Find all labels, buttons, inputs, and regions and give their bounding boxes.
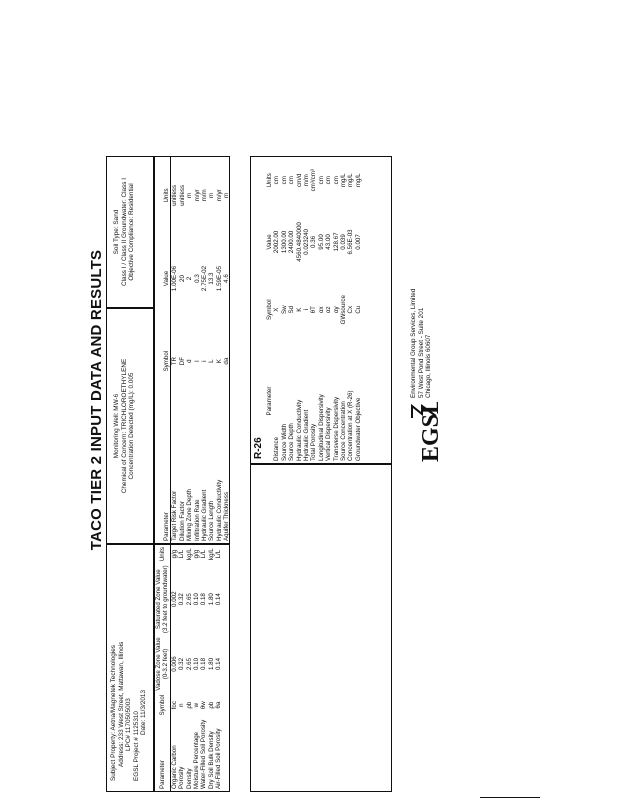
table-cell: cm³/cm³: [310, 169, 318, 192]
table-row: [223, 157, 230, 543]
svg-text:EGSL: EGSL: [418, 402, 444, 462]
table-cell: Vertical Dispersivity: [325, 407, 333, 461]
table-cell: 13.3: [208, 272, 216, 285]
table-cell: Source Depth: [288, 423, 296, 461]
table-cell: L/L: [215, 549, 223, 559]
soil-line: Soil Type: Sand: [113, 209, 120, 255]
table-cell: w: [193, 702, 201, 708]
table-row: [186, 545, 193, 791]
col-header: [155, 635, 170, 693]
table-cell: 0.007: [354, 234, 362, 250]
table-cell: Hydraulic Gradient: [201, 489, 209, 541]
table-cell: cm: [317, 176, 325, 185]
page-mark: [480, 796, 540, 798]
table-cell: Cx: [347, 305, 355, 314]
table-cell: Distance: [273, 436, 281, 461]
monitoring-line: Concentration Detected (mg/L): 0.005: [128, 372, 136, 480]
table-cell: 2.75E-02: [201, 265, 209, 292]
table-row: [273, 157, 280, 463]
table-cell: Longitudinal Dispersivity: [317, 394, 325, 461]
table-cell: 2.65: [185, 657, 193, 671]
blank-results-box: [250, 464, 392, 792]
table-row: [193, 545, 200, 791]
table-cell: 0.32: [178, 593, 186, 606]
soil-line: Objective Compliance: Residential: [128, 183, 136, 281]
soil-info-box: [106, 156, 154, 308]
table-cell: Concentration at X (R-26): [347, 390, 355, 461]
table-cell: m/yr: [193, 189, 201, 202]
company-name: Environmental Group Services, Limited: [410, 288, 417, 398]
col-header: Units: [155, 545, 170, 563]
table-cell: 1.80: [207, 593, 215, 606]
col-header: Value: [163, 234, 171, 324]
table-row: [179, 157, 186, 543]
table-row: [208, 545, 215, 791]
table-cell: 0.039: [340, 234, 348, 250]
table-cell: L/L: [178, 549, 186, 559]
site-line: LPC# 1170505003: [125, 698, 133, 751]
table-cell: 0.32: [178, 657, 186, 671]
table-cell: cm/d: [295, 173, 303, 187]
table-cell: cm: [273, 176, 281, 185]
table-cell: Dilution Factor: [178, 501, 186, 541]
table-cell: ρb: [207, 701, 215, 709]
col-header: Units: [163, 157, 171, 234]
col-header: [155, 563, 170, 635]
table-cell: 1300.00: [280, 230, 288, 254]
table-cell: 2002.00: [273, 230, 281, 254]
col-header: Symbol: [266, 299, 273, 321]
table-cell: 43.00: [325, 234, 333, 250]
table-cell: Organic Carbon: [170, 745, 178, 789]
table-cell: 6.56E-03: [347, 229, 355, 255]
report-title: TACO TIER 2 INPUT DATA AND RESULTS: [88, 249, 105, 551]
table-row: [347, 157, 354, 463]
table-cell: cm: [280, 176, 288, 185]
table-cell: unitless: [171, 184, 179, 206]
table-cell: Hydraulic Conductivity: [295, 399, 303, 461]
table-cell: Source Length: [208, 500, 216, 541]
table-cell: 1.80: [207, 657, 215, 671]
table-cell: Porosity: [178, 766, 186, 789]
col-header-line: Saturated Zone Value: [155, 569, 162, 630]
table-cell: Hydraulic Conductivity: [215, 479, 223, 541]
table-cell: 0.36: [310, 235, 318, 248]
table-cell: L/L: [200, 549, 208, 559]
table-cell: cm: [325, 176, 333, 185]
table-cell: GWsource: [340, 295, 348, 325]
table-cell: αx: [317, 306, 325, 314]
table-row: [296, 157, 303, 463]
table-cell: θa: [215, 701, 223, 709]
table-cell: Infiltration Rate: [193, 499, 201, 541]
col-header: Units: [266, 173, 273, 188]
table-row: [355, 157, 362, 463]
table-cell: kg/L: [185, 548, 193, 560]
table-row: [325, 157, 332, 463]
table-cell: g/g: [170, 549, 178, 559]
table-row: [200, 545, 207, 791]
table-cell: L: [208, 359, 216, 363]
col-header: Parameter: [163, 399, 171, 543]
table-row: [186, 157, 193, 543]
table-cell: Source Concentration: [340, 401, 348, 461]
table-cell: Cu: [354, 305, 362, 314]
col-subheader: (0-3.2 feet): [162, 648, 170, 680]
table-cell: Density: [185, 768, 193, 789]
table-row: [201, 157, 208, 543]
table-cell: 0.14: [215, 657, 223, 671]
table-cell: 1.00E-06: [171, 265, 179, 292]
soil-parameters-table: [155, 545, 223, 791]
table-cell: kg/L: [207, 548, 215, 560]
table-cell: Sw: [280, 305, 288, 314]
table-cell: 0.18: [200, 593, 208, 606]
table-row: [171, 157, 179, 543]
table-cell: 0.002: [170, 591, 178, 607]
company-info: [410, 289, 433, 398]
table-cell: i: [303, 309, 311, 311]
col-header: Parameter: [266, 386, 273, 416]
table-cell: cm: [332, 176, 340, 185]
table-cell: Hydraulic Gradient: [303, 409, 311, 461]
table-cell: 2400.00: [288, 230, 296, 254]
table-cell: da: [223, 357, 231, 365]
table-cell: m/m: [201, 189, 209, 202]
table-cell: 0.023240: [303, 229, 311, 255]
table-cell: 0.10: [193, 657, 201, 671]
col-header: Parameter: [155, 718, 170, 791]
soil-parameters-table-box: [154, 544, 230, 792]
table-row: [208, 157, 215, 543]
monitoring-line: Chemical of Concern: TRICHLOROETHYLENE: [120, 358, 128, 494]
site-line: Subject Property: Aetna/Magnetek Technologies: [110, 645, 117, 781]
table-cell: 128.67: [332, 232, 340, 252]
table-cell: Aquifer Thickness: [223, 491, 231, 541]
table-cell: Water-Filled Soil Porosity: [200, 719, 208, 789]
table-cell: 4560.4840000: [295, 222, 303, 262]
table-cell: K: [215, 359, 223, 364]
table-row: [194, 157, 201, 543]
table-cell: 20: [178, 275, 186, 282]
col-header-line: Vadose Zone Value: [155, 637, 162, 691]
r26-title: R-26: [253, 437, 264, 459]
table-cell: DF: [178, 357, 186, 366]
aquifer-parameters-table: [163, 157, 231, 543]
table-cell: I: [193, 360, 201, 363]
table-cell: Sd: [288, 305, 296, 314]
table-row: [333, 157, 340, 463]
site-line: Date: 11/3/2013: [140, 689, 148, 735]
table-cell: m/m: [303, 174, 311, 187]
table-row: [288, 157, 295, 463]
table-cell: 0.006: [170, 656, 178, 672]
table-cell: αz: [325, 306, 333, 314]
table-row: [281, 157, 288, 463]
table-cell: unitless: [178, 184, 186, 206]
table-cell: 2.65: [185, 593, 193, 606]
site-line: EGSL Project # 1125310: [132, 711, 140, 781]
site-line: Address: 233 West Street, Mattawan, Illinois: [117, 641, 125, 767]
table-cell: K: [295, 307, 303, 312]
r26-results-box: [250, 156, 392, 464]
table-cell: d: [186, 359, 194, 363]
table-cell: g/g: [193, 549, 201, 559]
col-subheader: (3.2 feet to groundwater): [162, 565, 170, 634]
table-cell: 0.10: [193, 593, 201, 606]
table-cell: X: [273, 307, 281, 312]
table-row: [215, 545, 222, 791]
table-cell: mg/L: [347, 173, 355, 188]
table-cell: Total Porosity: [310, 423, 318, 461]
company-city: Chicago, Illinois 60607: [425, 334, 433, 398]
table-row: [178, 545, 185, 791]
table-cell: ρb: [185, 701, 193, 709]
table-cell: 1.59E-05: [215, 265, 223, 292]
table-cell: θw: [200, 701, 208, 710]
table-row: [170, 545, 178, 791]
table-cell: mg/L: [354, 173, 362, 188]
table-cell: m: [186, 192, 194, 198]
col-header: Value: [266, 234, 273, 250]
table-cell: 4.6: [223, 274, 231, 283]
table-cell: θT: [310, 306, 318, 314]
table-row: [318, 157, 325, 463]
table-cell: Moisture Percentage: [193, 731, 201, 789]
soil-line: Class I / Class II Groundwater: Class I: [120, 178, 128, 286]
table-cell: Mixing Zone Depth: [186, 489, 194, 541]
table-cell: TR: [171, 357, 179, 366]
table-row: [310, 157, 317, 463]
r26-table: [266, 157, 362, 463]
aquifer-parameters-table-box: [154, 156, 230, 544]
site-info-box: [106, 544, 154, 792]
table-cell: 2: [186, 276, 194, 281]
table-cell: n: [178, 703, 186, 707]
table-cell: Target Risk Factor: [171, 490, 179, 541]
company-address: 57 West Pond Street - Suite 201: [417, 307, 425, 398]
table-row: [303, 157, 310, 463]
egsl-logo-icon: [408, 402, 448, 464]
table-cell: i: [201, 360, 209, 362]
table-cell: Groundwater Objective: [354, 397, 362, 461]
table-cell: Transverse Dispersivity: [332, 396, 340, 461]
monitoring-line: Monitoring Well: MW-6: [113, 393, 120, 459]
table-cell: foc: [170, 701, 178, 710]
table-cell: Air-Filled Soil Porosity: [215, 728, 223, 789]
table-cell: m: [208, 192, 216, 198]
table-cell: 0.18: [200, 657, 208, 671]
table-cell: 0.3: [193, 274, 201, 283]
table-cell: mg/L: [340, 173, 348, 188]
table-cell: 0.14: [215, 593, 223, 606]
footer-logo: [408, 404, 448, 464]
table-row: [216, 157, 223, 543]
table-cell: cm: [288, 176, 296, 185]
table-cell: αy: [332, 306, 340, 314]
monitoring-info-box: [106, 308, 154, 544]
table-row: [340, 157, 347, 463]
table-cell: Source Width: [280, 423, 288, 461]
col-header: Symbol: [163, 323, 171, 399]
table-cell: 95.00: [317, 234, 325, 250]
table-cell: Dry Soil Bulk Density: [207, 731, 215, 789]
col-header: Symbol: [155, 693, 170, 718]
table-cell: m/yr: [215, 189, 223, 202]
table-cell: m: [223, 192, 231, 198]
